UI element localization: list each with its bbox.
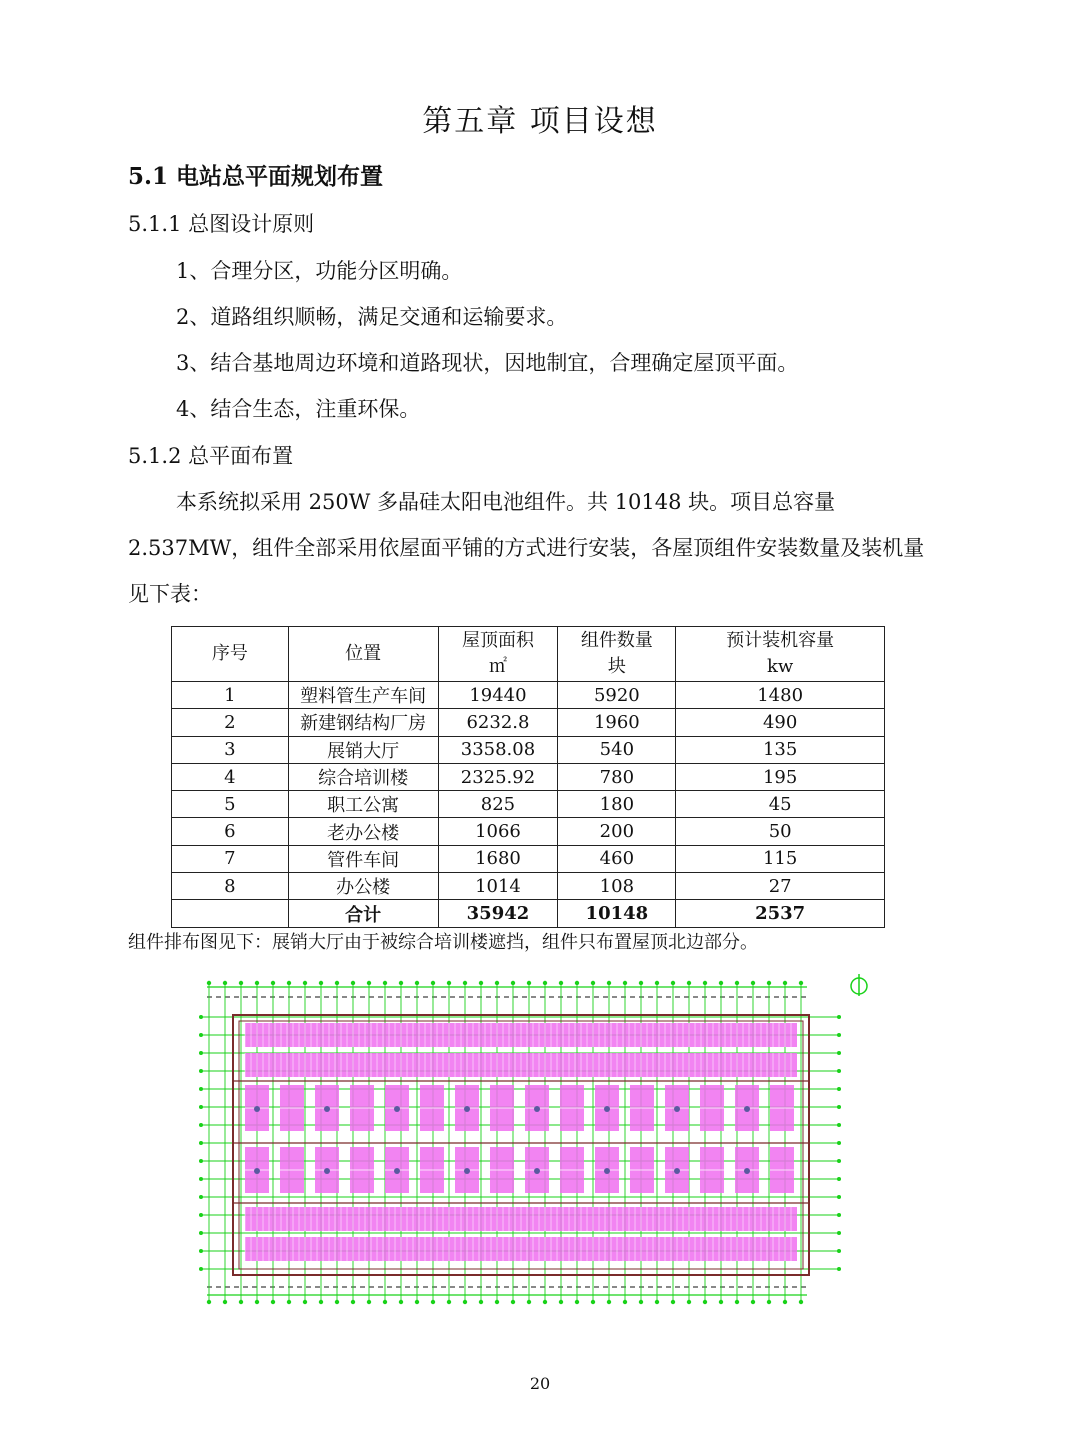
roof-drain-marker: [604, 1106, 610, 1112]
roof-drain-marker: [744, 1168, 750, 1174]
axis-bubble: [399, 981, 403, 985]
axis-bubble: [837, 1051, 841, 1055]
axis-bubble: [199, 1033, 203, 1037]
figure-caption: 组件排布图见下：展销大厅由于被综合培训楼遮挡，组件只布置屋顶北边部分。: [128, 932, 758, 953]
axis-bubble: [591, 981, 595, 985]
axis-bubble: [463, 1300, 467, 1304]
axis-bubble: [837, 1033, 841, 1037]
axis-bubble: [495, 981, 499, 985]
axis-bubble: [511, 981, 515, 985]
roof-drain-marker: [254, 1106, 260, 1112]
axis-bubble: [837, 1069, 841, 1073]
principle-item: 2、道路组织顺畅，满足交通和运输要求。: [176, 305, 568, 329]
axis-bubble: [399, 1300, 403, 1304]
axis-bubble: [575, 981, 579, 985]
axis-bubble: [837, 1195, 841, 1199]
axis-bubble: [255, 1300, 259, 1304]
axis-bubble: [199, 1051, 203, 1055]
body-paragraph: [128, 479, 928, 617]
axis-bubble: [415, 1300, 419, 1304]
axis-bubble: [223, 1300, 227, 1304]
axis-bubble: [287, 1300, 291, 1304]
axis-bubble: [623, 1300, 627, 1304]
axis-bubble: [799, 981, 803, 985]
axis-bubble: [199, 1123, 203, 1127]
axis-bubble: [199, 1195, 203, 1199]
axis-bubble: [351, 1300, 355, 1304]
axis-bubble: [575, 1300, 579, 1304]
axis-bubble: [837, 1177, 841, 1181]
roof-drain-marker: [674, 1106, 680, 1112]
axis-bubble: [837, 1267, 841, 1271]
axis-bubble: [447, 1300, 451, 1304]
axis-bubble: [559, 981, 563, 985]
axis-bubble: [719, 1300, 723, 1304]
axis-bubble: [543, 1300, 547, 1304]
section-heading-5-1-1: 5.1.1 总图设计原则: [128, 212, 315, 236]
axis-bubble: [431, 981, 435, 985]
axis-bubble: [837, 1087, 841, 1091]
axis-bubble: [783, 1300, 787, 1304]
table-row: 4 综合培训楼 2325.92 780 195: [172, 763, 885, 790]
roof-drain-marker: [394, 1106, 400, 1112]
roof-capacity-table: [171, 626, 885, 928]
axis-bubble: [559, 1300, 563, 1304]
axis-bubble: [199, 1069, 203, 1073]
roof-drain-marker: [254, 1168, 260, 1174]
principle-item: 4、结合生态，注重环保。: [176, 397, 421, 421]
axis-bubble: [199, 1015, 203, 1019]
axis-bubble: [383, 981, 387, 985]
axis-bubble: [367, 1300, 371, 1304]
axis-bubble: [687, 1300, 691, 1304]
north-arrow-icon: [848, 973, 870, 999]
principle-item: 3、结合基地周边环境和道路现状，因地制宜，合理确定屋顶平面。: [176, 351, 799, 375]
table-row: 2 新建钢结构厂房 6232.8 1960 490: [172, 709, 885, 736]
page-number: 20: [529, 1374, 551, 1393]
axis-bubble: [837, 1249, 841, 1253]
axis-bubble: [199, 1159, 203, 1163]
axis-bubble: [199, 1213, 203, 1217]
table-row: 1 塑料管生产车间 19440 5920 1480: [172, 682, 885, 709]
section-heading-5-1-2: 5.1.2 总平面布置: [128, 444, 294, 468]
axis-bubble: [591, 1300, 595, 1304]
header-location: 位置: [288, 627, 438, 682]
axis-bubble: [703, 1300, 707, 1304]
axis-bubble: [767, 1300, 771, 1304]
axis-bubble: [751, 981, 755, 985]
axis-bubble: [607, 981, 611, 985]
module-layout-plan: [195, 975, 845, 1310]
axis-bubble: [303, 1300, 307, 1304]
axis-bubble: [367, 981, 371, 985]
axis-bubble: [837, 1015, 841, 1019]
axis-bubble: [415, 981, 419, 985]
roof-drain-marker: [464, 1106, 470, 1112]
header-capacity: 预计装机容量 kw: [676, 627, 885, 682]
axis-bubble: [735, 981, 739, 985]
axis-bubble: [383, 1300, 387, 1304]
roof-drain-marker: [744, 1106, 750, 1112]
axis-bubble: [199, 1105, 203, 1109]
axis-bubble: [199, 1087, 203, 1091]
axis-bubble: [543, 981, 547, 985]
axis-bubble: [527, 981, 531, 985]
table-header-row: [172, 627, 885, 682]
table-row: 7 管件车间 1680 460 115: [172, 845, 885, 872]
axis-bubble: [655, 981, 659, 985]
axis-bubble: [463, 981, 467, 985]
axis-bubble: [271, 981, 275, 985]
roof-drain-marker: [324, 1168, 330, 1174]
axis-bubble: [199, 1177, 203, 1181]
axis-bubble: [511, 1300, 515, 1304]
axis-bubble: [837, 1231, 841, 1235]
chapter-title: 第五章 项目设想: [422, 104, 658, 139]
table-row: 5 职工公寓 825 180 45: [172, 791, 885, 818]
axis-bubble: [207, 1300, 211, 1304]
roof-drain-marker: [534, 1168, 540, 1174]
header-area: 屋顶面积 ㎡: [438, 627, 558, 682]
axis-bubble: [207, 981, 211, 985]
axis-bubble: [837, 1213, 841, 1217]
axis-bubble: [687, 981, 691, 985]
axis-bubble: [671, 981, 675, 985]
axis-bubble: [607, 1300, 611, 1304]
axis-bubble: [287, 981, 291, 985]
axis-bubble: [837, 1141, 841, 1145]
axis-bubble: [655, 1300, 659, 1304]
axis-bubble: [751, 1300, 755, 1304]
axis-bubble: [495, 1300, 499, 1304]
axis-bubble: [623, 981, 627, 985]
axis-bubble: [719, 981, 723, 985]
axis-bubble: [271, 1300, 275, 1304]
axis-bubble: [767, 981, 771, 985]
axis-bubble: [199, 1267, 203, 1271]
axis-bubble: [335, 981, 339, 985]
table-row: 6 老办公楼 1066 200 50: [172, 818, 885, 845]
axis-bubble: [239, 1300, 243, 1304]
axis-bubble: [799, 1300, 803, 1304]
roof-drain-marker: [324, 1106, 330, 1112]
axis-bubble: [671, 1300, 675, 1304]
axis-bubble: [479, 1300, 483, 1304]
roof-drain-marker: [464, 1168, 470, 1174]
axis-bubble: [199, 1141, 203, 1145]
header-no: 序号: [172, 627, 289, 682]
axis-bubble: [319, 1300, 323, 1304]
axis-bubble: [351, 981, 355, 985]
axis-bubble: [837, 1105, 841, 1109]
axis-bubble: [479, 981, 483, 985]
axis-bubble: [639, 981, 643, 985]
axis-bubble: [703, 981, 707, 985]
axis-bubble: [223, 981, 227, 985]
axis-bubble: [837, 1123, 841, 1127]
roof-drain-marker: [604, 1168, 610, 1174]
axis-bubble: [447, 981, 451, 985]
table-row: 3 展销大厅 3358.08 540 135: [172, 736, 885, 763]
axis-bubble: [255, 981, 259, 985]
axis-bubble: [319, 981, 323, 985]
axis-bubble: [783, 981, 787, 985]
axis-bubble: [199, 1231, 203, 1235]
header-count: 组件数量 块: [558, 627, 676, 682]
table-total-row: 合计 35942 10148 2537: [172, 900, 885, 927]
section-heading-5-1: 5.1 电站总平面规划布置: [128, 163, 384, 190]
axis-bubble: [837, 1159, 841, 1163]
axis-bubble: [639, 1300, 643, 1304]
roof-drain-marker: [534, 1106, 540, 1112]
principle-item: 1、合理分区，功能分区明确。: [176, 259, 463, 283]
axis-bubble: [735, 1300, 739, 1304]
axis-bubble: [527, 1300, 531, 1304]
roof-drain-marker: [674, 1168, 680, 1174]
paragraph-text: 本系统拟采用 250W 多晶硅太阳电池组件。共 10148 块。项目总容量 2.537MW，组件全部采用依屋面平铺的方式进行安装，各屋顶组件安装数量及装机量见下表：: [128, 490, 925, 606]
axis-bubble: [239, 981, 243, 985]
axis-bubble: [303, 981, 307, 985]
axis-bubble: [199, 1249, 203, 1253]
axis-bubble: [431, 1300, 435, 1304]
table-row: 8 办公楼 1014 108 27: [172, 873, 885, 900]
axis-bubble: [335, 1300, 339, 1304]
roof-drain-marker: [394, 1168, 400, 1174]
